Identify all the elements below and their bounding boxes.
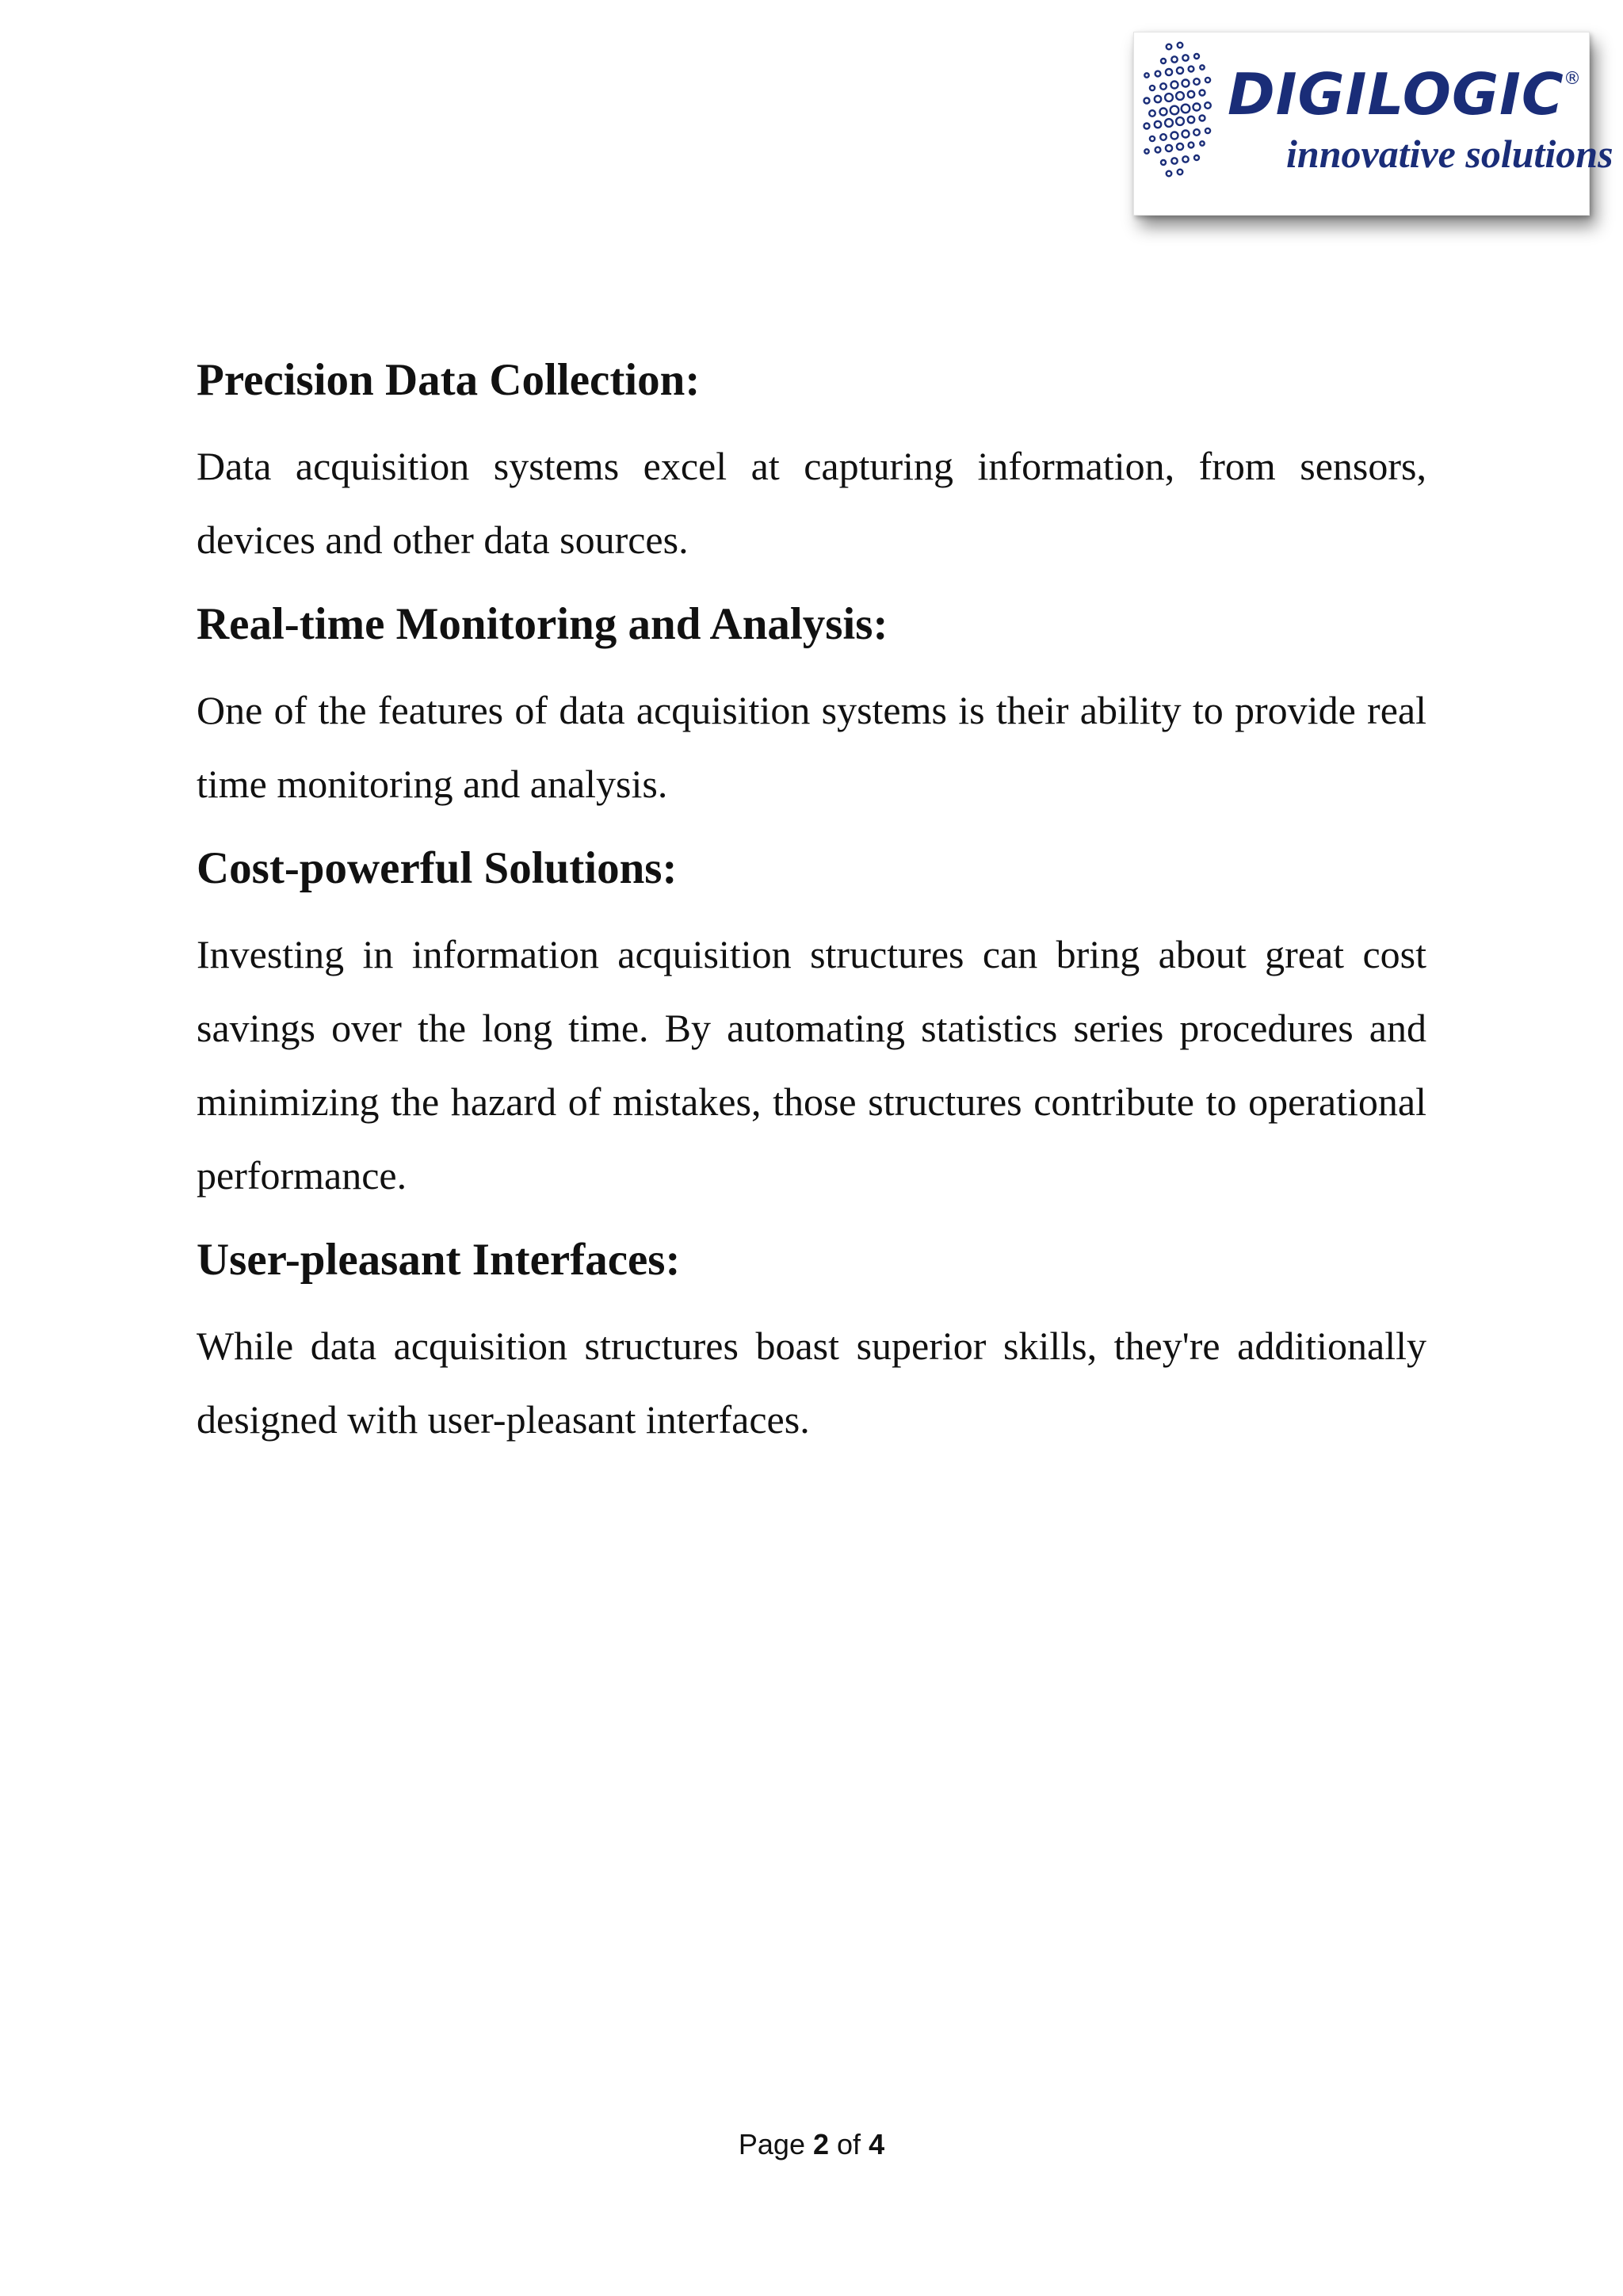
section-user-pleasant-interfaces [197, 1228, 1426, 1457]
section-heading: Precision Data Collection: [197, 355, 701, 405]
section-precision-data-collection [197, 349, 1426, 577]
current-page-number: 2 [812, 2128, 830, 2160]
section-paragraph: While data acquisition structures boast superior skills, they're additionally designed with user-pleasant interfaces. [197, 1324, 1426, 1442]
section-paragraph: Investing in information acquisition structures can bring about great cost savings over the long time. By automating statistics series procedures and minimizing the hazard of mistakes, those structures contribute to operational performance. [197, 932, 1426, 1198]
section-paragraph: One of the features of data acquisition systems is their ability to provide real time monitoring and analysis. [197, 688, 1426, 806]
registered-mark: ® [1564, 69, 1581, 89]
section-paragraph: Data acquisition systems excel at capturing information, from sensors, devices and other data sources. [197, 444, 1426, 562]
document-body [197, 349, 1426, 1457]
page-label: Page [738, 2128, 805, 2160]
section-cost-powerful-solutions [197, 837, 1426, 1213]
company-logo [1133, 32, 1613, 216]
section-heading: Real-time Monitoring and Analysis: [197, 599, 888, 649]
section-heading: User-pleasant Interfaces: [197, 1235, 681, 1285]
dot-pattern-icon [1134, 32, 1229, 215]
of-label: of [837, 2128, 861, 2160]
total-pages-number: 4 [869, 2128, 885, 2160]
logo-wordmark: DIGILOGIC [1228, 61, 1564, 128]
page-number-footer [0, 2130, 1623, 2159]
section-heading: Cost-powerful Solutions: [197, 843, 678, 893]
section-real-time-monitoring [197, 593, 1426, 821]
logo-tagline: innovative solutions [1286, 132, 1613, 176]
